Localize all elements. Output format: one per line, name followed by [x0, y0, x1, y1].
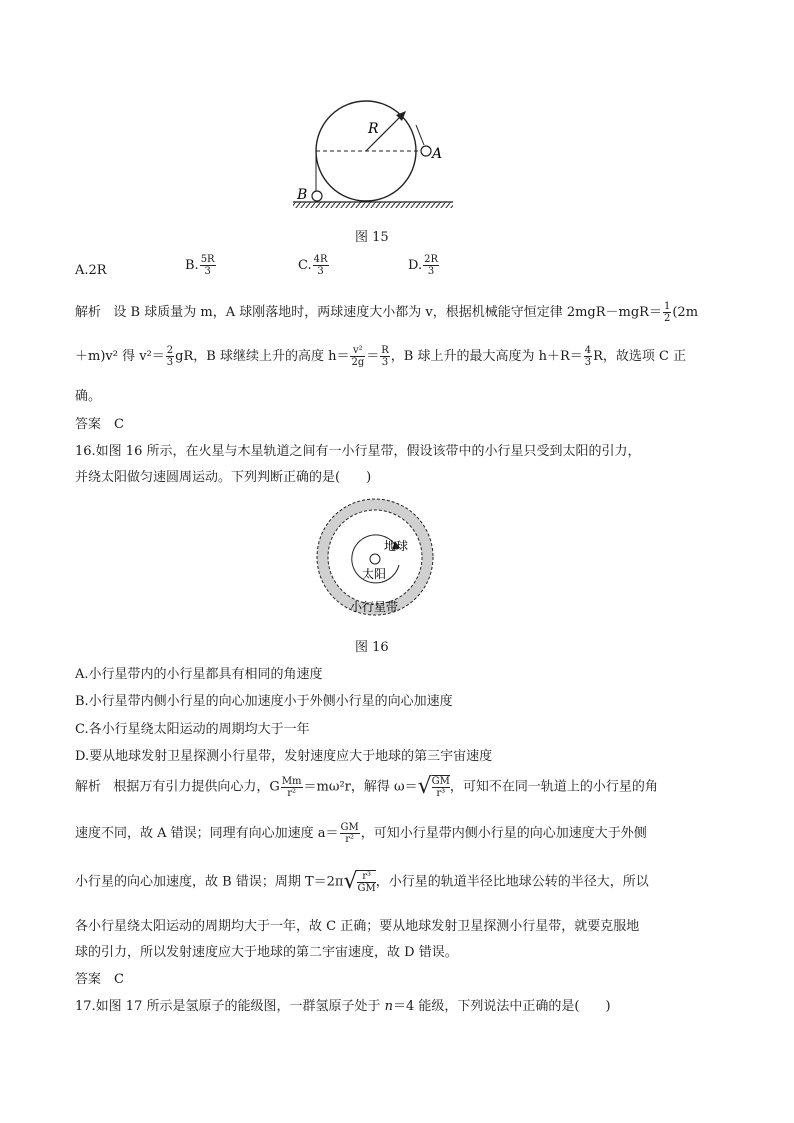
sun-icon	[370, 554, 380, 564]
q16-analysis-line2: 速度不同，故 A 错误；同理有向心加速度 a＝ $\frac{GM}{\text{r²}}$ ，可知小行星带内侧小行星的向心加速度大于外侧	[75, 822, 647, 845]
figure-15-diagram	[285, 95, 465, 220]
q15-option-d: D. $\frac{2R}{3}$	[408, 254, 438, 277]
rope-to-a	[416, 125, 424, 145]
q16-stem-line1: 16.如图 16 所示，在火星与木星轨道之间有一小行星带，假设该带中的小行星只受到太阳的引力，	[75, 444, 641, 459]
q15-option-b: B. $\frac{5R}{3}$	[185, 254, 215, 277]
q15-option-c: C. $\frac{4R}{3}$	[298, 254, 328, 277]
q15-analysis-line2: ＋m)v² 得 v²＝ $\frac{2}{3}$ gR，B 球继续上升的高度 h＝ $\frac{\text{v²}}{2g}$ ＝ $\frac{R}{3}$ ，B 球上升的最大高度为 h＋R＝ $\frac{4}{3}$ R，故选项 C 正	[75, 345, 687, 368]
q16-option-c: C.各小行星绕太阳运动的周期均大于一年	[75, 722, 310, 737]
label-a: A	[432, 146, 443, 162]
figure-16-diagram	[312, 495, 438, 621]
q16-analysis-line1: 解析 根据万有引力提供向心力，G $\frac{Mm}{\text{r²}}$ ＝mω²r，解得 ω＝√ $\frac{GM}{\text{r³}}$ ，可知不在同一轨道上的小行星的角	[75, 774, 658, 799]
label-r: R	[368, 121, 379, 137]
q16-option-d: D.要从地球发射卫星探测小行星带，发射速度应大于地球的第三宇宙速度	[75, 749, 493, 764]
q16-analysis-line5: 球的引力，所以发射速度应大于地球的第二宇宙速度，故 D 错误。	[75, 945, 458, 960]
label-earth: 地球	[384, 539, 409, 553]
ground-hatch	[293, 202, 453, 208]
q16-analysis-line3: 小行星的向心加速度，故 B 错误；周期 T＝2π√ $\frac{\text{r³}}{GM}$ ，小行星的轨道半径比地球公转的半径大，所以	[75, 869, 649, 894]
label-b: B	[297, 187, 308, 203]
figure-15-caption: 图 15	[355, 230, 389, 245]
ball-a	[421, 146, 431, 156]
q15-option-a: A.2R	[75, 263, 107, 278]
q16-answer: 答案 C	[75, 972, 124, 987]
q16-option-a: A.小行星带内的小行星都具有相同的角速度	[75, 667, 323, 682]
q15-answer: 答案 C	[75, 417, 124, 432]
q15-analysis-line3: 确。	[75, 389, 102, 404]
q16-stem-line2: 并绕太阳做匀速圆周运动。下列判断正确的是( )	[75, 470, 372, 485]
q16-analysis-line4: 各小行星绕太阳运动的周期均大于一年，故 C 正确；要从地球发射卫星探测小行星带，就要克服地	[75, 919, 640, 934]
q16-option-b: B.小行星带内侧小行星的向心加速度小于外侧小行星的向心加速度	[75, 694, 453, 709]
ball-b	[312, 191, 322, 201]
figure-16-caption: 图 16	[355, 640, 389, 655]
q15-analysis-line1: 解析 设 B 球质量为 m，A 球刚落地时，两球速度大小都为 v，根据机械能守恒定律 2mgR－mgR＝ $\frac{1}{2}$ (2m	[75, 301, 699, 324]
label-sun: 太阳	[362, 567, 387, 581]
label-belt: 小行星带	[350, 600, 399, 614]
q17-stem: 17.如图 17 所示是氢原子的能级图，一群氢原子处于 n＝4 能级，下列说法中正确的是( )	[75, 999, 611, 1014]
